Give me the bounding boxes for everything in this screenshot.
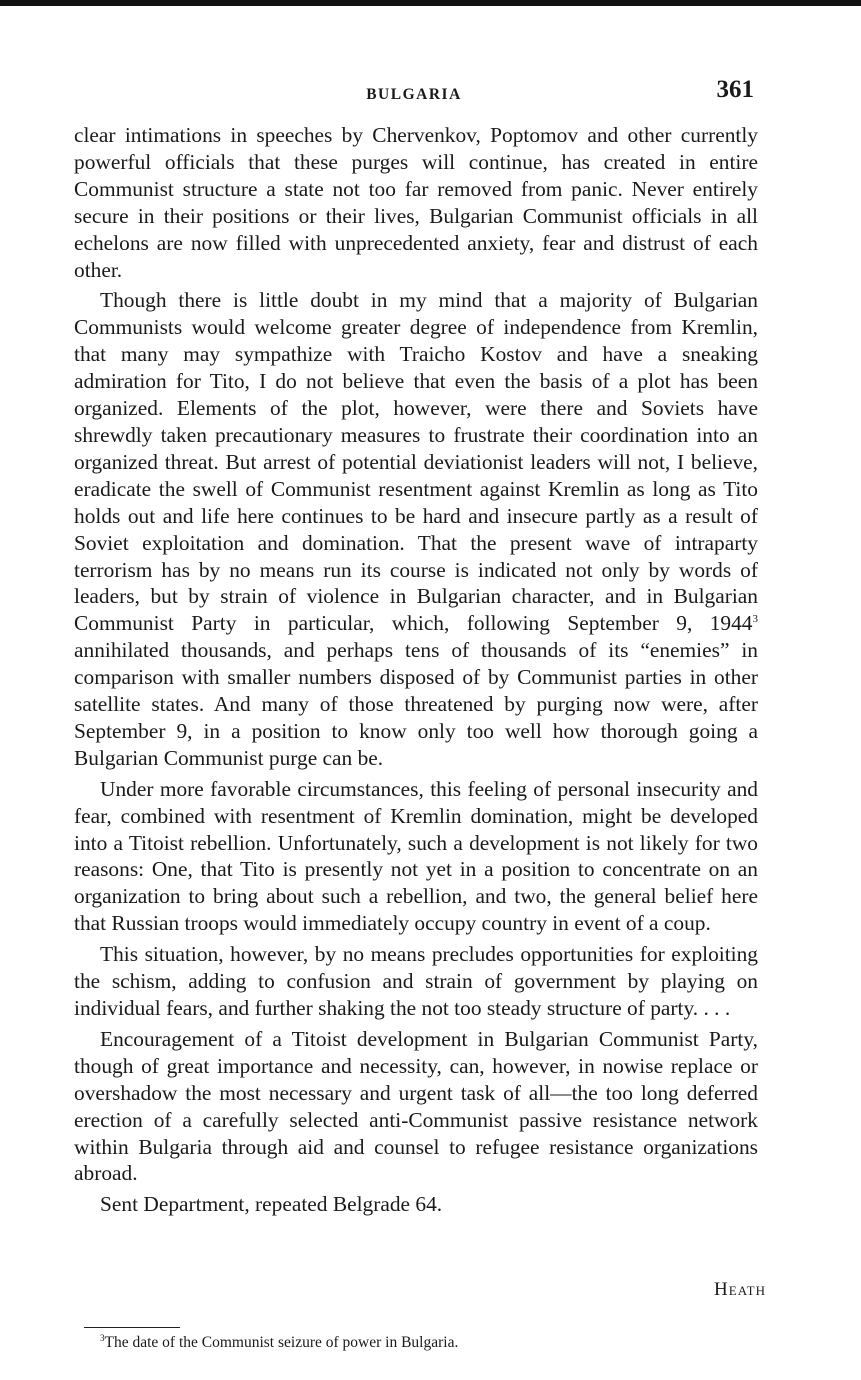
footnote (100, 1333, 458, 1353)
paragraph-3: Under more favorable circumstances, this feeling of personal insecurity and fear, combined with resentment of Kremlin domination, might be developed into a Titoist rebellion. Unfortunately, such a development is not likely for two reasons: One, that Tito is presently not yet in a position to concentrate on an organization to bring about such a rebellion, and two, the general belief here that Russian troops would immediately occupy country in event of a coup. (74, 776, 758, 936)
footnote-reference: 3 (752, 613, 758, 626)
running-title: BULGARIA (366, 86, 462, 103)
paragraph-4: This situation, however, by no means precludes opportunities for exploiting the schism, adding to confusion and strain of government by playing on individual fears, and further shaking the not too steady structure of party. . . . (74, 942, 758, 1020)
paragraph-2-text-a: Though there is little doubt in my mind that a majority of Bulgarian Communists would welcome greater degree of independence from Kremlin, that many may sympathize with Traicho Kostov and have a sneaking admiration for Tito, I do not believe that even the basis of a plot has been organized. Elements of the plot, however, were there and Soviets have shrewdly taken precautionary measures to frustrate their coordination into an organized threat. But arrest of potential deviationist leaders will not, I believe, eradicate the swell of Communist resentment against Kremlin as long as Tito holds out and life here continues to be hard and insecure partly as a result of Soviet exploitation and domination. That the present wave of intraparty terrorism has by no means run its course is indicated not only by words of leaders, but by strain of violence in Bulgarian character, and in Bulgarian Communist Party in particular, which, following September 9, 1944 (74, 288, 758, 636)
paragraph-1: clear intimations in speeches by Chervenkov, Poptomov and other currently powerful officials that these purges will continue, has created in entire Communist structure a state not too far removed from panic. Never entirely secure in their positions or their lives, Bulgarian Communist officials in all echelons are now filled with unprecedented anxiety, fear and distrust of each other. (74, 123, 758, 282)
footnote-text: The date of the Communist seizure of power in Bulgaria. (104, 1334, 459, 1351)
top-border-rule (0, 0, 861, 6)
paragraph-2 (74, 287, 758, 771)
paragraph-6: Sent Department, repeated Belgrade 64. (100, 1192, 443, 1217)
body-text (74, 122, 758, 1222)
paragraph-2-text-b: annihilated thousands, and perhaps tens of thousands of its “enemies” in comparison with smaller numbers disposed of by Communist parties in other satellite states. And many of those threatened by purging now were, after September 9, in a position to know only too well how thorough going a Bulgarian Communist purge can be. (74, 638, 758, 770)
paragraph-5: Encouragement of a Titoist development in Bulgarian Communist Party, though of great importance and necessity, can, however, in nowise replace or overshadow the most necessary and urgent task of all—the too long deferred erection of a carefully selected anti-Communist passive resistance network within Bulgaria through aid and counsel to refugee resistance organizations abroad. (74, 1026, 758, 1186)
signature: Heath (714, 1279, 766, 1300)
page-number: 361 (716, 76, 754, 103)
footnote-divider (84, 1327, 180, 1328)
footnote-mark: 3 (100, 1332, 105, 1343)
running-head (74, 76, 754, 110)
